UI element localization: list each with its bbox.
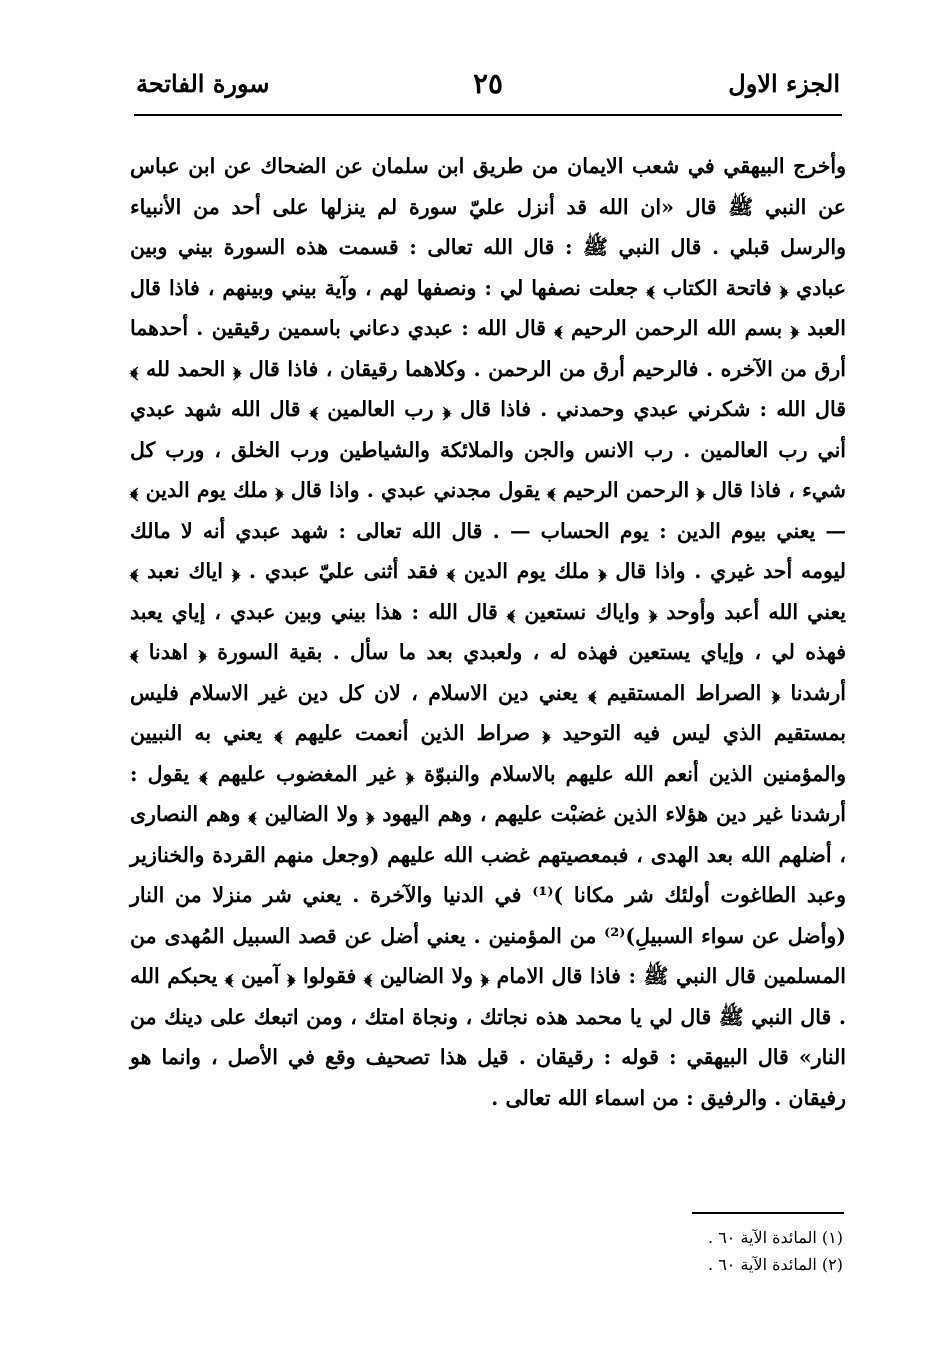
footnote-divider	[692, 1212, 844, 1214]
main-text: وأخرج البيهقي في شعب الايمان من طريق ابن سلمان عن الضحاك عن ابن عباس عن النبي ﷺ قال «ان الله قد أنزل عليّ سورة لم ينزلها على أحد من الأنبياء والرسل قبلي . قال النبي ﷺ : قال الله تعالى : قسمت هذه السورة بيني وبين عبادي ﴿ فاتحة الكتاب ﴾ جعلت نصفها لي : ونصفها لهم ، وآية بيني وبينهم ، فاذا قال العبد ﴿ بسم الله الرحمن الرحيم ﴾ قال الله : عبدي دعاني باسمين رقيقين . أحدهما أرق من الآخره . فالرحيم أرق من الرحمن . وكلاهما رقيقان ، فاذا قال ﴿ الحمد لله ﴾ قال الله : شكرني عبدي وحمدني . فاذا قال ﴿ رب العالمين ﴾ قال الله شهد عبدي أني رب العالمين . رب الانس والجن والملائكة والشياطين ورب الخلق ، ورب كل شيء ، فاذا قال ﴿ الرحمن الرحيم ﴾ يقول مجدني عبدي . واذا قال ﴿ ملك يوم الدين ﴾ — يعني بيوم الدين : يوم الحساب — . قال الله تعالى : شهد عبدي أنه لا مالك ليومه أحد غيري . واذا قال ﴿ ملك يوم الدين ﴾ فقد أثنى عليّ عبدي . ﴿ اياك نعبد ﴾ يعني الله أعبد وأوحد ﴿ واياك نستعين ﴾ قال الله : هذا بيني وبين عبدي ، إياي يعبد فهذه لي ، وإياي يستعين فهذه له ، ولعبدي بعد ما سأل . بقية السورة ﴿ اهدنا ﴾ أرشدنا ﴿ الصراط المستقيم ﴾ يعني دين الاسلام ، لان كل دين غير الاسلام فليس بمستقيم الذي ليس فيه التوحيد ﴿ صراط الذين أنعمت عليهم ﴾ يعني به النبيين والمؤمنين الذين أنعم الله عليهم بالاسلام والنبوّة ﴿ غير المغضوب عليهم ﴾ يقول : أرشدنا غير دين هؤلاء الذين غضبْت عليهم ، وهم اليهود ﴿ ولا الضالين ﴾ وهم النصارى ، أضلهم الله بعد الهدى ، فبمعصيتهم غضب الله عليهم (وجعل منهم القردة والخنازير وعبد الطاغوت أولئك شر مكانا )⁽¹⁾ في الدنيا والآخرة . يعني شر منزلا من النار (وأضل عن سواء السبيلِ)⁽²⁾ من المؤمنين . يعني أضل عن قصد السبيل المُهدى من المسلمين قال النبي ﷺ : فاذا قال الامام ﴿ ولا الضالين ﴾ فقولوا ﴿ آمين ﴾ يحبكم الله . قال النبي ﷺ قال لي يا محمد هذه نجاتك ، ونجاة امتك ، ومن اتبعك على دينك من النار» قال البيهقي : قوله : رقيقان . قيل هذا تصحيف وقع في الأصل ، وانما هو رفيقان . والرفيق : من اسماء الله تعالى .	[130, 154, 846, 1110]
part-title: الجزء الاول	[728, 69, 840, 98]
footnote-2: (٢) المائدة الآية ٦٠ .	[708, 1255, 843, 1274]
page-header	[136, 64, 840, 108]
header-divider	[134, 114, 842, 116]
page-number: ٢٥	[472, 67, 504, 100]
footnote-1: (١) المائدة الآية ٦٠ .	[708, 1228, 843, 1247]
footnotes	[708, 1224, 843, 1278]
surah-title: سورة الفاتحة	[136, 69, 270, 98]
